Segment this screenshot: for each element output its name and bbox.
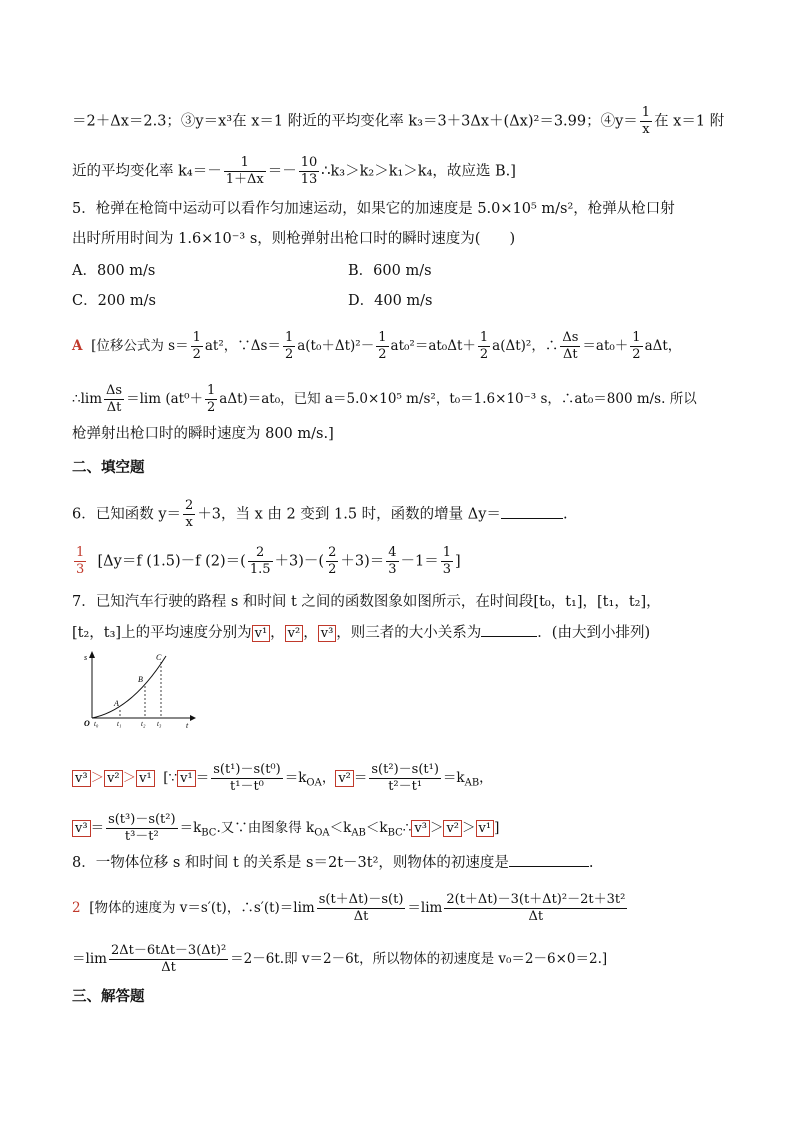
question-5-stem: 出时所用时间为 1.6×10⁻³ s，则枪弹射出枪口时的瞬时速度为( ) bbox=[72, 231, 516, 247]
question-5-stem: 5．枪弹在枪筒中运动可以看作匀加速运动，如果它的加速度是 5.0×10⁵ m/s²，枪弹从枪口射 bbox=[72, 201, 675, 217]
question-7-stem: [t₂，t₃]上的平均速度分别为 v¹ ， v² ， v³ ，则三者的大小关系为 ．(由大到小排列) bbox=[72, 622, 650, 643]
solution-line: v³ ＞ v² ＞ v¹ [∵ v¹ ＝ $\frac{\text{s(t¹)－s(t⁰)}}{\text{t¹－t⁰}}$ $=k_{OA}$， v² ＝ $\frac{\text{s(t²)－s(t¹)}}{\text{t²－t¹}}$ $=k_{AB}$， bbox=[72, 762, 493, 795]
tick-t1: t₁ bbox=[117, 720, 122, 728]
question-8-stem: 8．一物体位移 s 和时间 t 的关系是 s＝2t－3t²，则物体的初速度是 . bbox=[72, 852, 594, 873]
answer-blank bbox=[501, 504, 563, 519]
question-6-stem: 6．已知函数 y＝ $\frac{2}{x}$ ＋3，当 x 由 2 变到 1.5 时，函数的增量 Δy＝ . bbox=[72, 498, 568, 530]
answer-blank bbox=[481, 622, 537, 637]
text: ＝2＋Δx＝2.3；③y＝x³在 x＝1 附近的平均变化率 k₃＝3＋3Δx＋(Δx)²＝3.99；④y＝ bbox=[72, 113, 638, 130]
answer: $\frac{1}{3}$ bbox=[76, 545, 85, 577]
distance-time-graph bbox=[74, 650, 198, 730]
solution-line: v³ ＝ $\frac{\text{s(t³)－s(t²)}}{\text{t³－t²}}$ $=k_{BC}$.又∵由图象得 $k_{OA}<k_{AB}<k_{BC}\therefore$ v³ ＞ v² ＞ v¹ ] bbox=[72, 812, 499, 845]
solution-line: A [位移公式为 s＝ $\frac{1}{2}$ at²，∵Δs＝ $\frac{1}{2}$ a(t₀＋Δt)²－ $\frac{1}{2}$ at₀²＝at₀Δt＋ $\frac{1}{2}$ a(Δt)²，∴ $\frac{\Delta s}{\Delta t}$ ＝at₀＋ $\frac{1}{2}$ aΔt， bbox=[72, 330, 682, 362]
point-label-b: B bbox=[138, 675, 143, 684]
solution-line: $\frac{1}{3}$ [Δy＝f (1.5)－f (2)＝( $\frac{2}{1.5}$ ＋3)－( $\frac{2}{2}$ ＋3)＝ $\frac{4}{3}$ －1＝ $\frac{1}{3}$ ] bbox=[76, 545, 461, 577]
text: 在 x＝1 附 bbox=[654, 113, 725, 130]
answer: A bbox=[72, 338, 83, 354]
solution-line: 2 [物体的速度为 v＝s′(t)，∴s′(t)＝lim $\frac{s(t+\Delta t)-s(t)}{\Delta t}$ ＝lim $\frac{\text{2(t＋Δt)－3(t＋Δt)²－2t＋3t²}}{\Delta t}$ bbox=[72, 892, 626, 924]
origin-label: O bbox=[84, 719, 90, 728]
tick-t0: t₀ bbox=[94, 720, 99, 728]
option-c: C．200 m/s bbox=[72, 293, 156, 309]
answer-blank bbox=[509, 852, 589, 867]
axis-label-s: s bbox=[84, 653, 88, 662]
section-heading: 三、解答题 bbox=[72, 988, 145, 1005]
fraction: $\frac{1}{x}$ bbox=[641, 105, 651, 137]
answer: 2 bbox=[72, 900, 81, 916]
solution-line: ＝lim $\frac{\text{2Δt－6tΔt－3(Δt)²}}{\Delta t}$ ＝2－6t.即 v＝2－6t，所以物体的初速度是 v₀＝2－6×0＝2.] bbox=[72, 943, 608, 975]
tick-t3: t₃ bbox=[157, 720, 162, 728]
section-heading: 二、填空题 bbox=[72, 459, 145, 476]
solution-line: ∴lim $\frac{\Delta s}{\Delta t}$ ＝lim (at⁰＋ $\frac{1}{2}$ aΔt)＝at₀，已知 a＝5.0×10⁵ m/s²，t₀＝1.6×10⁻³ s，∴at₀＝800 m/s. 所以 bbox=[72, 383, 697, 415]
answer: v³ ＞ v² ＞ v¹ bbox=[72, 770, 155, 786]
text-line: 近的平均变化率 k₄＝－ $\frac{1}{1+\Delta x}$ ＝－ $\frac{10}{13}$ ∴k₃＞k₂＞k₁＞k₄，故应选 B.] bbox=[72, 155, 516, 187]
solution-line: 枪弹射出枪口时的瞬时速度为 800 m/s.] bbox=[72, 426, 334, 442]
axis-label-t: t bbox=[186, 721, 189, 730]
option-b: B．600 m/s bbox=[348, 263, 432, 279]
question-7-stem: 7．已知汽车行驶的路程 s 和时间 t 之间的函数图象如图所示，在时间段[t₀，t₁]，[t₁，t₂]， bbox=[72, 594, 661, 610]
option-d: D．400 m/s bbox=[348, 293, 433, 309]
option-a: A．800 m/s bbox=[72, 263, 156, 279]
tick-t2: t₂ bbox=[141, 720, 146, 728]
point-label-c: C bbox=[156, 653, 162, 662]
fraction: $\frac{10}{13}$ bbox=[300, 155, 318, 187]
text-line bbox=[72, 105, 724, 138]
point-label-a: A bbox=[114, 699, 119, 708]
fraction: $\frac{1}{1+\Delta x}$ bbox=[225, 155, 264, 187]
